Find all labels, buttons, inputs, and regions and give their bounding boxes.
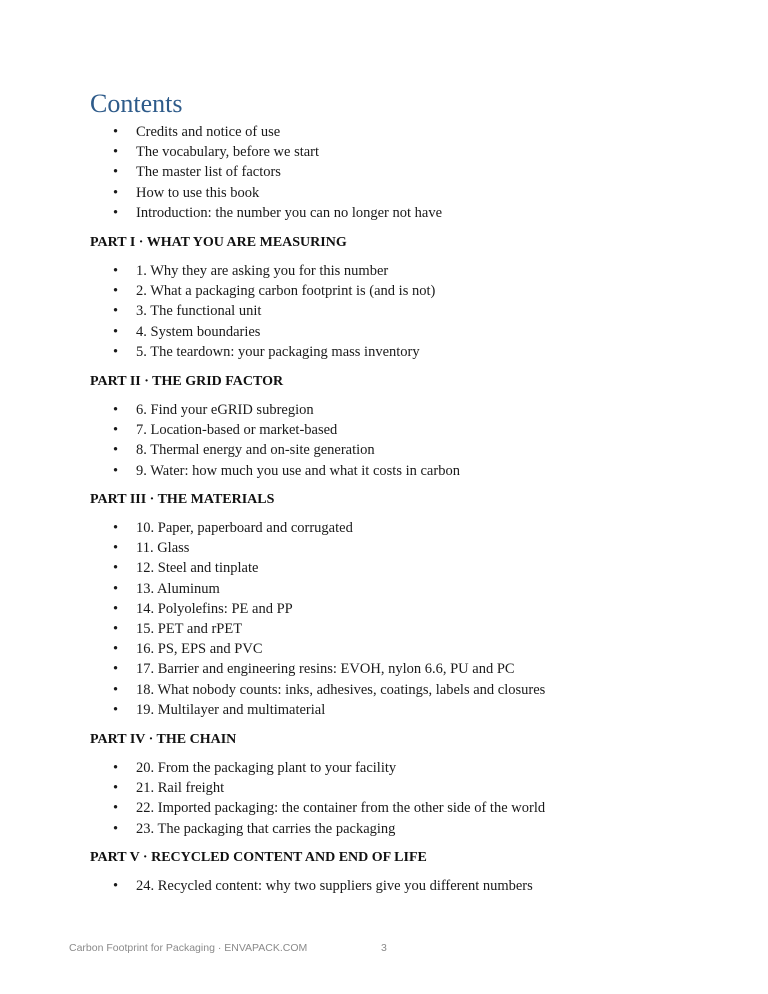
- bullet-icon: •: [113, 184, 119, 201]
- bullet-icon: •: [113, 661, 119, 678]
- part-5-heading: PART V · RECYCLED CONTENT AND END OF LIFE: [90, 850, 427, 865]
- bullet-icon: •: [113, 641, 119, 658]
- bullet-icon: •: [113, 402, 119, 418]
- toc-entry-text: 13. Aluminum: [136, 580, 220, 597]
- bullet-icon: •: [113, 620, 119, 637]
- toc-entry-text: 22. Imported packaging: the container from the other side of the world: [136, 800, 546, 817]
- bullet-icon: •: [113, 701, 119, 718]
- toc-entry-text: 12. Steel and tinplate: [136, 560, 259, 577]
- part-4-heading: PART IV · THE CHAIN: [90, 732, 237, 747]
- bullet-icon: •: [113, 760, 119, 776]
- part-2-heading: PART II · THE GRID FACTOR: [90, 374, 284, 389]
- toc-entry-text: 1. Why they are asking you for this number: [136, 263, 389, 279]
- bullet-icon: •: [113, 204, 119, 221]
- toc-entry-text: Credits and notice of use: [136, 124, 281, 140]
- bullet-icon: •: [113, 303, 119, 320]
- toc-entry-text: Introduction: the number you can no longer not have: [136, 204, 443, 221]
- bullet-icon: •: [113, 540, 119, 557]
- toc-entry-text: 3. The functional unit: [136, 303, 262, 320]
- bullet-icon: •: [113, 283, 119, 300]
- toc-entry-text: 6. Find your eGRID subregion: [136, 402, 314, 418]
- bullet-icon: •: [113, 820, 119, 837]
- toc-entry-text: 23. The packaging that carries the packaging: [136, 820, 396, 837]
- page-number: 3: [381, 942, 387, 954]
- bullet-icon: •: [113, 343, 119, 360]
- toc-entry-text: 14. Polyolefins: PE and PP: [136, 600, 293, 617]
- toc-entry-text: 5. The teardown: your packaging mass inventory: [136, 343, 420, 360]
- bullet-icon: •: [113, 580, 119, 597]
- bullet-icon: •: [113, 462, 119, 479]
- bullet-icon: •: [113, 144, 119, 161]
- toc-entry-text: How to use this book: [136, 184, 260, 201]
- toc-entry-text: 10. Paper, paperboard and corrugated: [136, 520, 353, 536]
- toc-entry-text: 16. PS, EPS and PVC: [136, 641, 263, 658]
- toc-entry-text: 7. Location-based or market-based: [136, 422, 338, 439]
- toc-entry-text: The master list of factors: [136, 164, 281, 181]
- bullet-icon: •: [113, 124, 119, 140]
- bullet-icon: •: [113, 323, 119, 340]
- bullet-icon: •: [113, 520, 119, 536]
- toc-entry-text: 15. PET and rPET: [136, 620, 243, 637]
- bullet-icon: •: [113, 164, 119, 181]
- page-title: Contents: [90, 89, 183, 118]
- bullet-icon: •: [113, 800, 119, 817]
- bullet-icon: •: [113, 780, 119, 797]
- bullet-icon: •: [113, 560, 119, 577]
- bullet-icon: •: [113, 681, 119, 698]
- bullet-icon: •: [113, 442, 119, 459]
- part-1-heading: PART I · WHAT YOU ARE MEASURING: [90, 235, 347, 250]
- footer-title: Carbon Footprint for Packaging · ENVAPACK.COM: [69, 942, 308, 954]
- toc-entry-text: 24. Recycled content: why two suppliers give you different numbers: [136, 878, 533, 894]
- toc-entry-text: 9. Water: how much you use and what it costs in carbon: [136, 462, 460, 479]
- toc-entry-text: 20. From the packaging plant to your facility: [136, 760, 397, 776]
- bullet-icon: •: [113, 263, 119, 279]
- bullet-icon: •: [113, 878, 119, 894]
- bullet-icon: •: [113, 422, 119, 439]
- toc-entry-text: 17. Barrier and engineering resins: EVOH, nylon 6.6, PU and PC: [136, 661, 515, 678]
- toc-entry-text: 21. Rail freight: [136, 780, 225, 797]
- toc-entry-text: 8. Thermal energy and on-site generation: [136, 442, 375, 459]
- toc-entry-text: 19. Multilayer and multimaterial: [136, 701, 326, 718]
- toc-entry-text: 18. What nobody counts: inks, adhesives, coatings, labels and closures: [136, 681, 546, 698]
- part-3-heading: PART III · THE MATERIALS: [90, 492, 275, 507]
- bullet-icon: •: [113, 600, 119, 617]
- toc-entry-text: 2. What a packaging carbon footprint is (and is not): [136, 283, 436, 300]
- toc-entry-text: The vocabulary, before we start: [136, 144, 320, 161]
- toc-entry-text: 4. System boundaries: [136, 323, 261, 340]
- toc-entry-text: 11. Glass: [136, 540, 190, 557]
